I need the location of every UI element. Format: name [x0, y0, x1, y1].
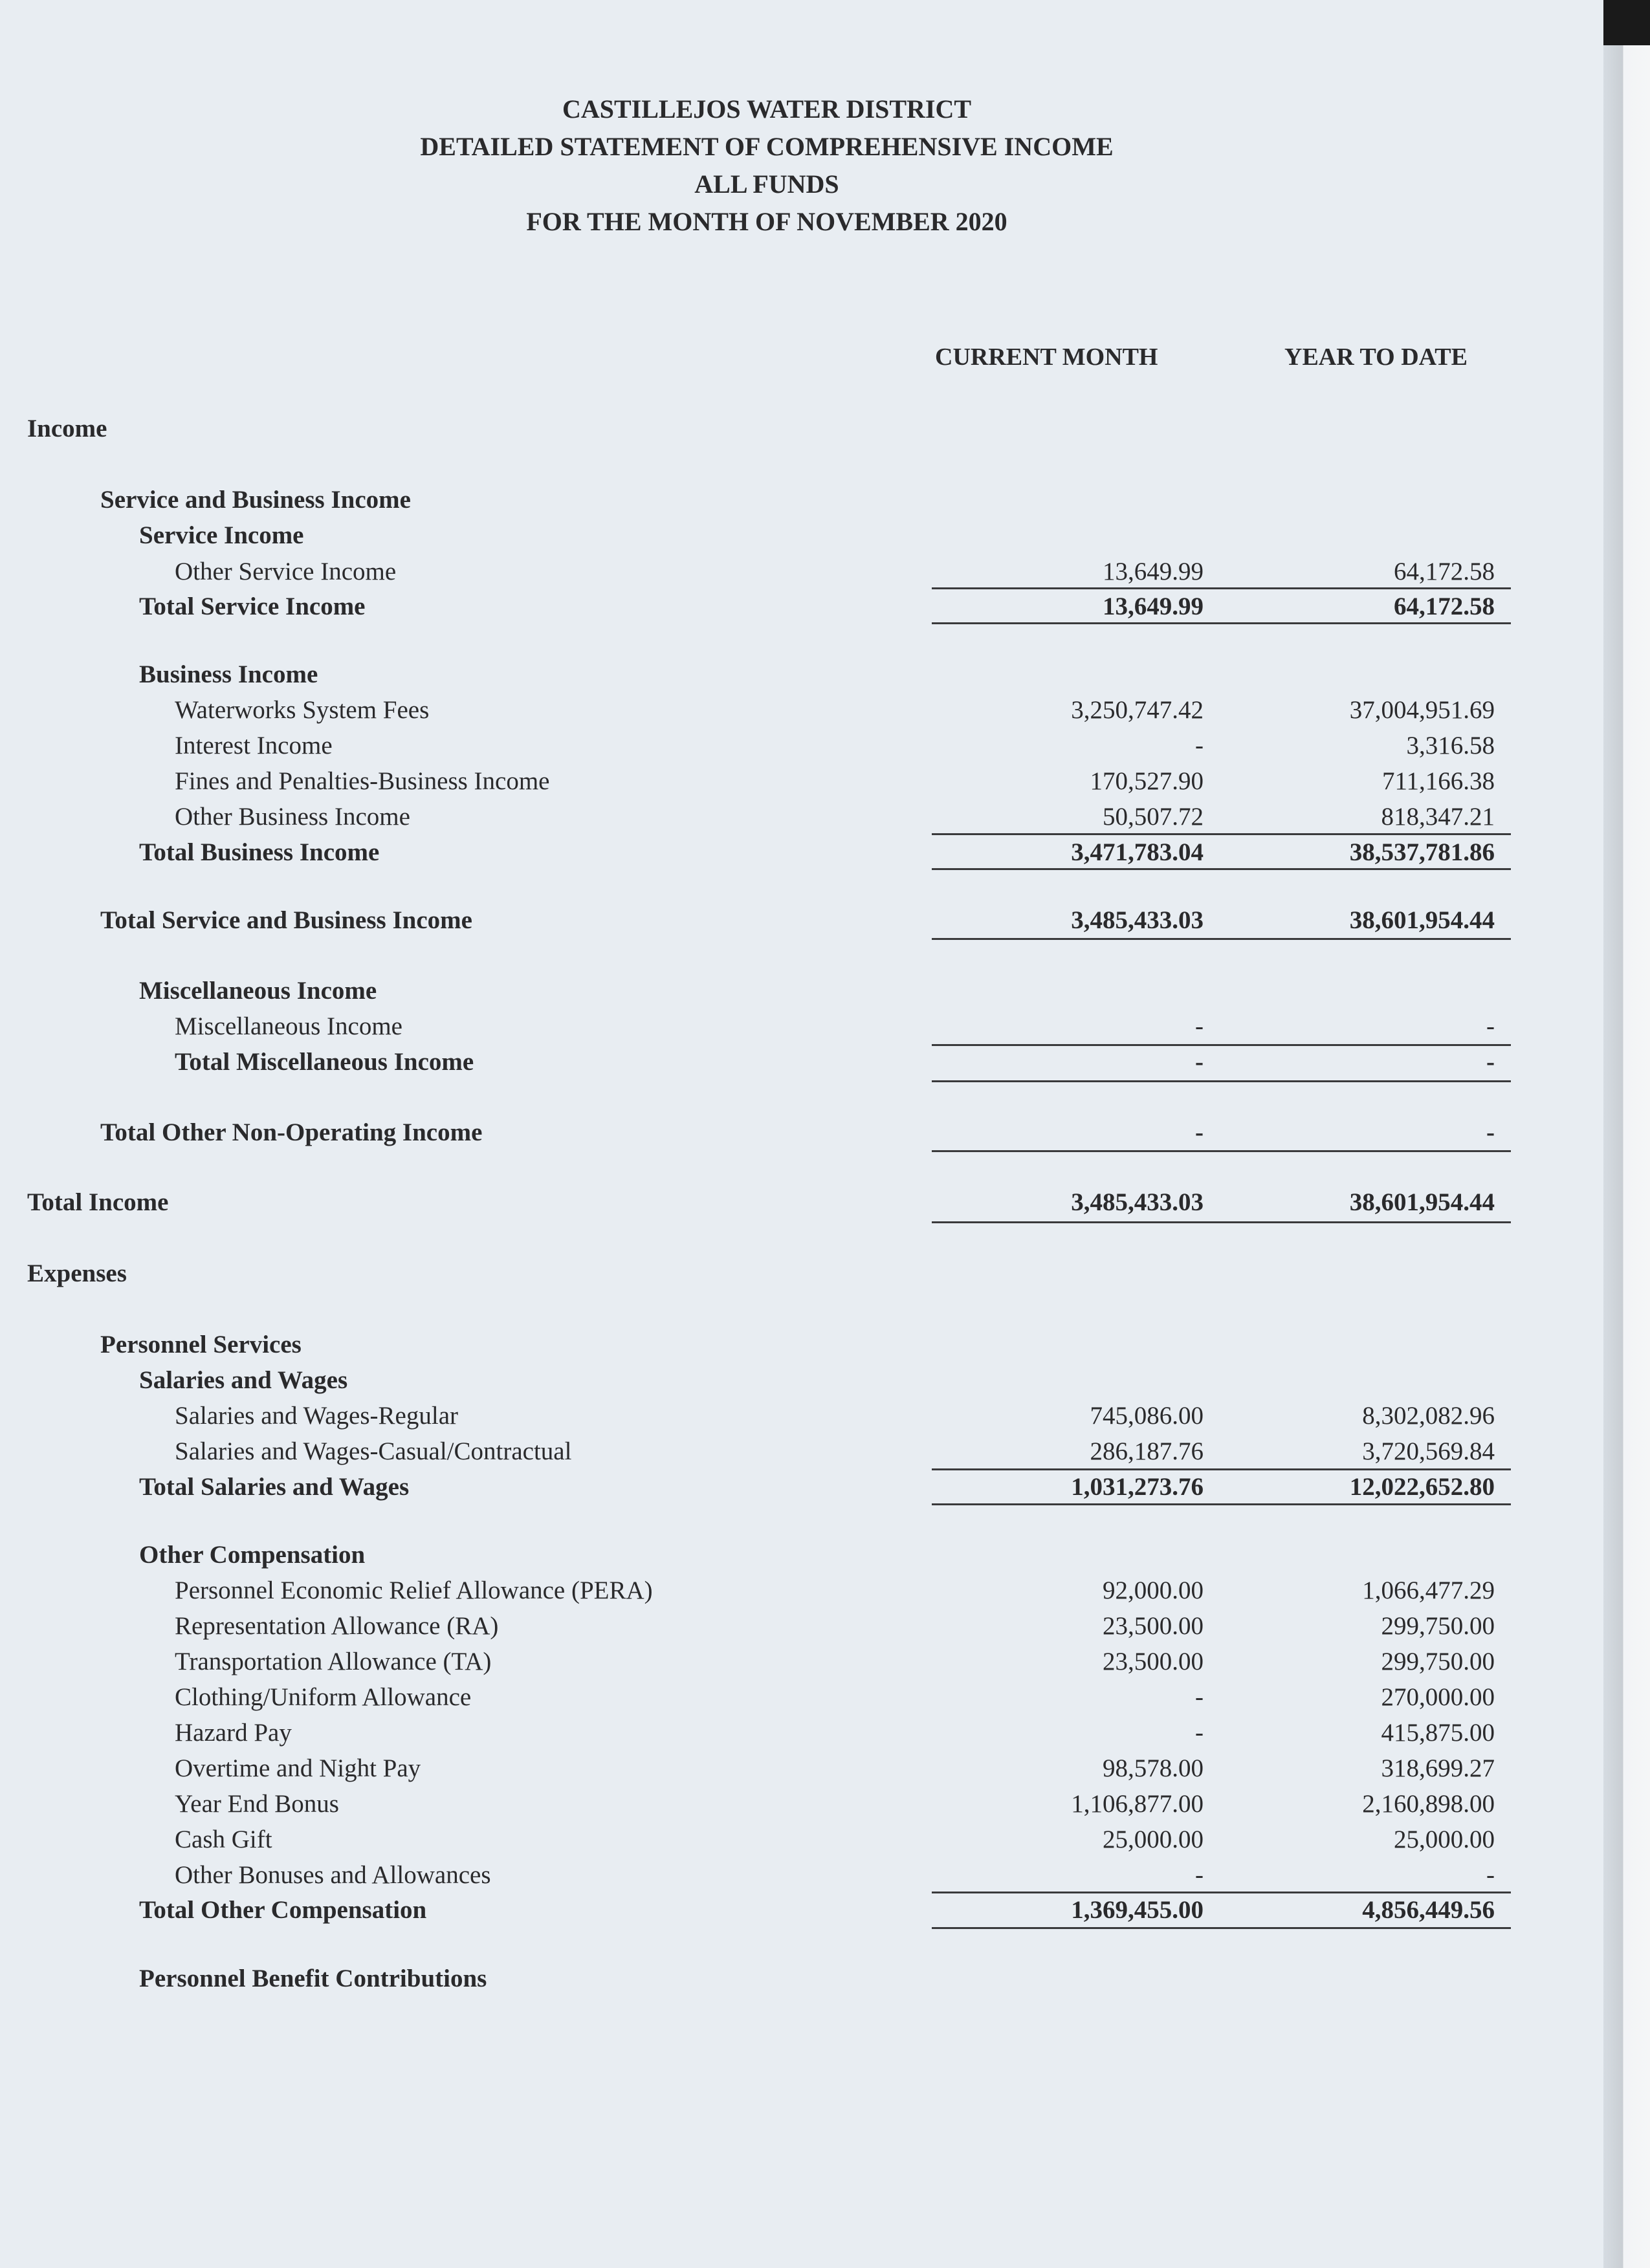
grand-total-row [0, 1185, 1553, 1220]
subgroup-row [0, 1538, 1553, 1573]
row-label: Hazard Pay [175, 1719, 292, 1747]
line-item-row [0, 1399, 1553, 1434]
current-month-value: 1,369,455.00 [1071, 1896, 1204, 1924]
subgroup-row [0, 974, 1553, 1009]
subgroup-row [0, 657, 1553, 692]
ytd-value: 270,000.00 [1381, 1683, 1495, 1711]
row-label: Service Income [139, 521, 304, 549]
column-header-year-to-date: YEAR TO DATE [1284, 343, 1468, 371]
current-month-value: 25,000.00 [1103, 1826, 1204, 1853]
total-row [0, 1045, 1553, 1080]
row-label: Other Business Income [175, 803, 410, 831]
current-month-value: - [1195, 1719, 1204, 1747]
total-row [0, 1893, 1553, 1928]
section-row [0, 1256, 1553, 1291]
current-month-value: - [1195, 1012, 1204, 1040]
ytd-value: 64,172.58 [1394, 593, 1495, 620]
line-item-row [0, 1751, 1553, 1786]
line-item-row [0, 764, 1553, 799]
row-label: Salaries and Wages [139, 1366, 348, 1394]
line-item-row [0, 693, 1553, 728]
row-label: Miscellaneous Income [175, 1012, 402, 1040]
ytd-value: 4,856,449.56 [1362, 1896, 1495, 1924]
statement-period: FOR THE MONTH OF NOVEMBER 2020 [526, 207, 1007, 236]
ytd-value: - [1486, 1012, 1495, 1040]
ytd-value: - [1486, 1118, 1495, 1146]
row-label: Total Service and Business Income [100, 906, 472, 934]
current-month-value: 3,485,433.03 [1071, 1188, 1204, 1216]
rule-line [932, 1503, 1511, 1505]
current-month-value: - [1195, 1048, 1204, 1076]
current-month-value: 98,578.00 [1103, 1754, 1204, 1782]
row-label: Overtime and Night Pay [175, 1754, 421, 1782]
statement-title: DETAILED STATEMENT OF COMPREHENSIVE INCOME [420, 132, 1114, 161]
row-label: Other Bonuses and Allowances [175, 1861, 491, 1889]
row-label: Waterworks System Fees [175, 696, 430, 724]
section-row [0, 411, 1553, 446]
row-label: Other Compensation [139, 1541, 366, 1569]
current-month-value: - [1195, 732, 1204, 759]
row-label: Salaries and Wages-Casual/Contractual [175, 1437, 572, 1465]
row-label: Total Miscellaneous Income [175, 1048, 474, 1076]
line-item-row [0, 1434, 1553, 1469]
ytd-value: 2,160,898.00 [1362, 1790, 1495, 1818]
row-label: Personnel Economic Relief Allowance (PERA) [175, 1576, 653, 1604]
current-month-value: 1,106,877.00 [1071, 1790, 1204, 1818]
total-row [0, 1115, 1553, 1150]
row-label: Other Service Income [175, 558, 397, 585]
column-header-current-month: CURRENT MONTH [935, 343, 1158, 371]
current-month-value: - [1195, 1861, 1204, 1889]
rule-line [932, 1080, 1511, 1082]
ytd-value: 37,004,951.69 [1349, 696, 1495, 724]
row-label: Expenses [27, 1259, 127, 1287]
line-item-row [0, 1009, 1553, 1044]
scan-border [1603, 0, 1650, 45]
subgroup-row [0, 1961, 1553, 1996]
ytd-value: 3,720,569.84 [1362, 1437, 1495, 1465]
current-month-value: 92,000.00 [1103, 1576, 1204, 1604]
current-month-value: 23,500.00 [1103, 1648, 1204, 1675]
current-month-value: 23,500.00 [1103, 1612, 1204, 1640]
line-item-row [0, 1609, 1553, 1644]
current-month-value: 745,086.00 [1090, 1402, 1204, 1430]
rule-line [932, 1150, 1511, 1152]
row-label: Personnel Benefit Contributions [139, 1965, 487, 1992]
line-item-row [0, 1716, 1553, 1750]
fund-scope: ALL FUNDS [694, 169, 839, 199]
district-name: CASTILLEJOS WATER DISTRICT [562, 94, 972, 124]
total-row [0, 589, 1553, 624]
rule-line [932, 622, 1511, 624]
rule-line [932, 868, 1511, 870]
subgroup-row [0, 1363, 1553, 1398]
rule-line [932, 1927, 1511, 1929]
line-item-row [0, 800, 1553, 834]
row-label: Miscellaneous Income [139, 977, 377, 1005]
ytd-value: 8,302,082.96 [1362, 1402, 1495, 1430]
row-label: Fines and Penalties-Business Income [175, 767, 550, 795]
current-month-value: 170,527.90 [1090, 767, 1204, 795]
ytd-value: - [1486, 1048, 1495, 1076]
row-label: Clothing/Uniform Allowance [175, 1683, 472, 1711]
row-label: Total Other Compensation [139, 1896, 427, 1924]
row-label: Cash Gift [175, 1826, 272, 1853]
row-label: Total Income [27, 1188, 169, 1216]
line-item-row [0, 1644, 1553, 1679]
line-item-row [0, 554, 1553, 589]
rule-line [932, 1221, 1511, 1223]
row-label: Total Service Income [139, 593, 366, 620]
row-label: Total Business Income [139, 838, 380, 866]
total-row [0, 835, 1553, 870]
rule-line [932, 938, 1511, 940]
row-label: Business Income [139, 660, 318, 688]
line-item-row [0, 1787, 1553, 1822]
line-item-row [0, 728, 1553, 763]
current-month-value: 3,250,747.42 [1071, 696, 1204, 724]
current-month-value: 3,471,783.04 [1071, 838, 1204, 866]
current-month-value: - [1195, 1118, 1204, 1146]
current-month-value: - [1195, 1683, 1204, 1711]
row-label: Transportation Allowance (TA) [175, 1648, 492, 1675]
ytd-value: 299,750.00 [1381, 1612, 1495, 1640]
current-month-value: 3,485,433.03 [1071, 906, 1204, 934]
row-label: Personnel Services [100, 1331, 302, 1358]
line-item-row [0, 1680, 1553, 1715]
row-label: Total Salaries and Wages [139, 1473, 410, 1501]
row-label: Total Other Non-Operating Income [100, 1118, 483, 1146]
current-month-value: 1,031,273.76 [1071, 1473, 1204, 1501]
page-edge [1603, 0, 1650, 2268]
line-item-row [0, 1573, 1553, 1608]
ytd-value: 38,537,781.86 [1349, 838, 1495, 866]
ytd-value: 64,172.58 [1394, 558, 1495, 585]
ytd-value: 299,750.00 [1381, 1648, 1495, 1675]
current-month-value: 13,649.99 [1103, 558, 1204, 585]
row-label: Salaries and Wages-Regular [175, 1402, 458, 1430]
group-row [0, 1327, 1553, 1362]
ytd-value: 415,875.00 [1381, 1719, 1495, 1747]
group-row [0, 483, 1553, 518]
current-month-value: 50,507.72 [1103, 803, 1204, 831]
row-label: Service and Business Income [100, 486, 411, 514]
ytd-value: 711,166.38 [1381, 767, 1495, 795]
ytd-value: 25,000.00 [1394, 1826, 1495, 1853]
row-label: Income [27, 415, 107, 442]
ytd-value: 3,316.58 [1406, 732, 1495, 759]
ytd-value: 38,601,954.44 [1349, 906, 1495, 934]
row-label: Interest Income [175, 732, 333, 759]
ytd-value: 12,022,652.80 [1349, 1473, 1495, 1501]
ytd-value: - [1486, 1861, 1495, 1889]
ytd-value: 318,699.27 [1381, 1754, 1495, 1782]
statement-header [0, 91, 1534, 241]
row-label: Year End Bonus [175, 1790, 339, 1818]
ytd-value: 1,066,477.29 [1362, 1576, 1495, 1604]
current-month-value: 286,187.76 [1090, 1437, 1204, 1465]
ytd-value: 818,347.21 [1381, 803, 1495, 831]
total-row [0, 1470, 1553, 1505]
ytd-value: 38,601,954.44 [1349, 1188, 1495, 1216]
current-month-value: 13,649.99 [1103, 593, 1204, 620]
subgroup-row [0, 518, 1553, 553]
line-item-row [0, 1858, 1553, 1893]
row-label: Representation Allowance (RA) [175, 1612, 499, 1640]
total-row [0, 903, 1553, 938]
line-item-row [0, 1822, 1553, 1857]
